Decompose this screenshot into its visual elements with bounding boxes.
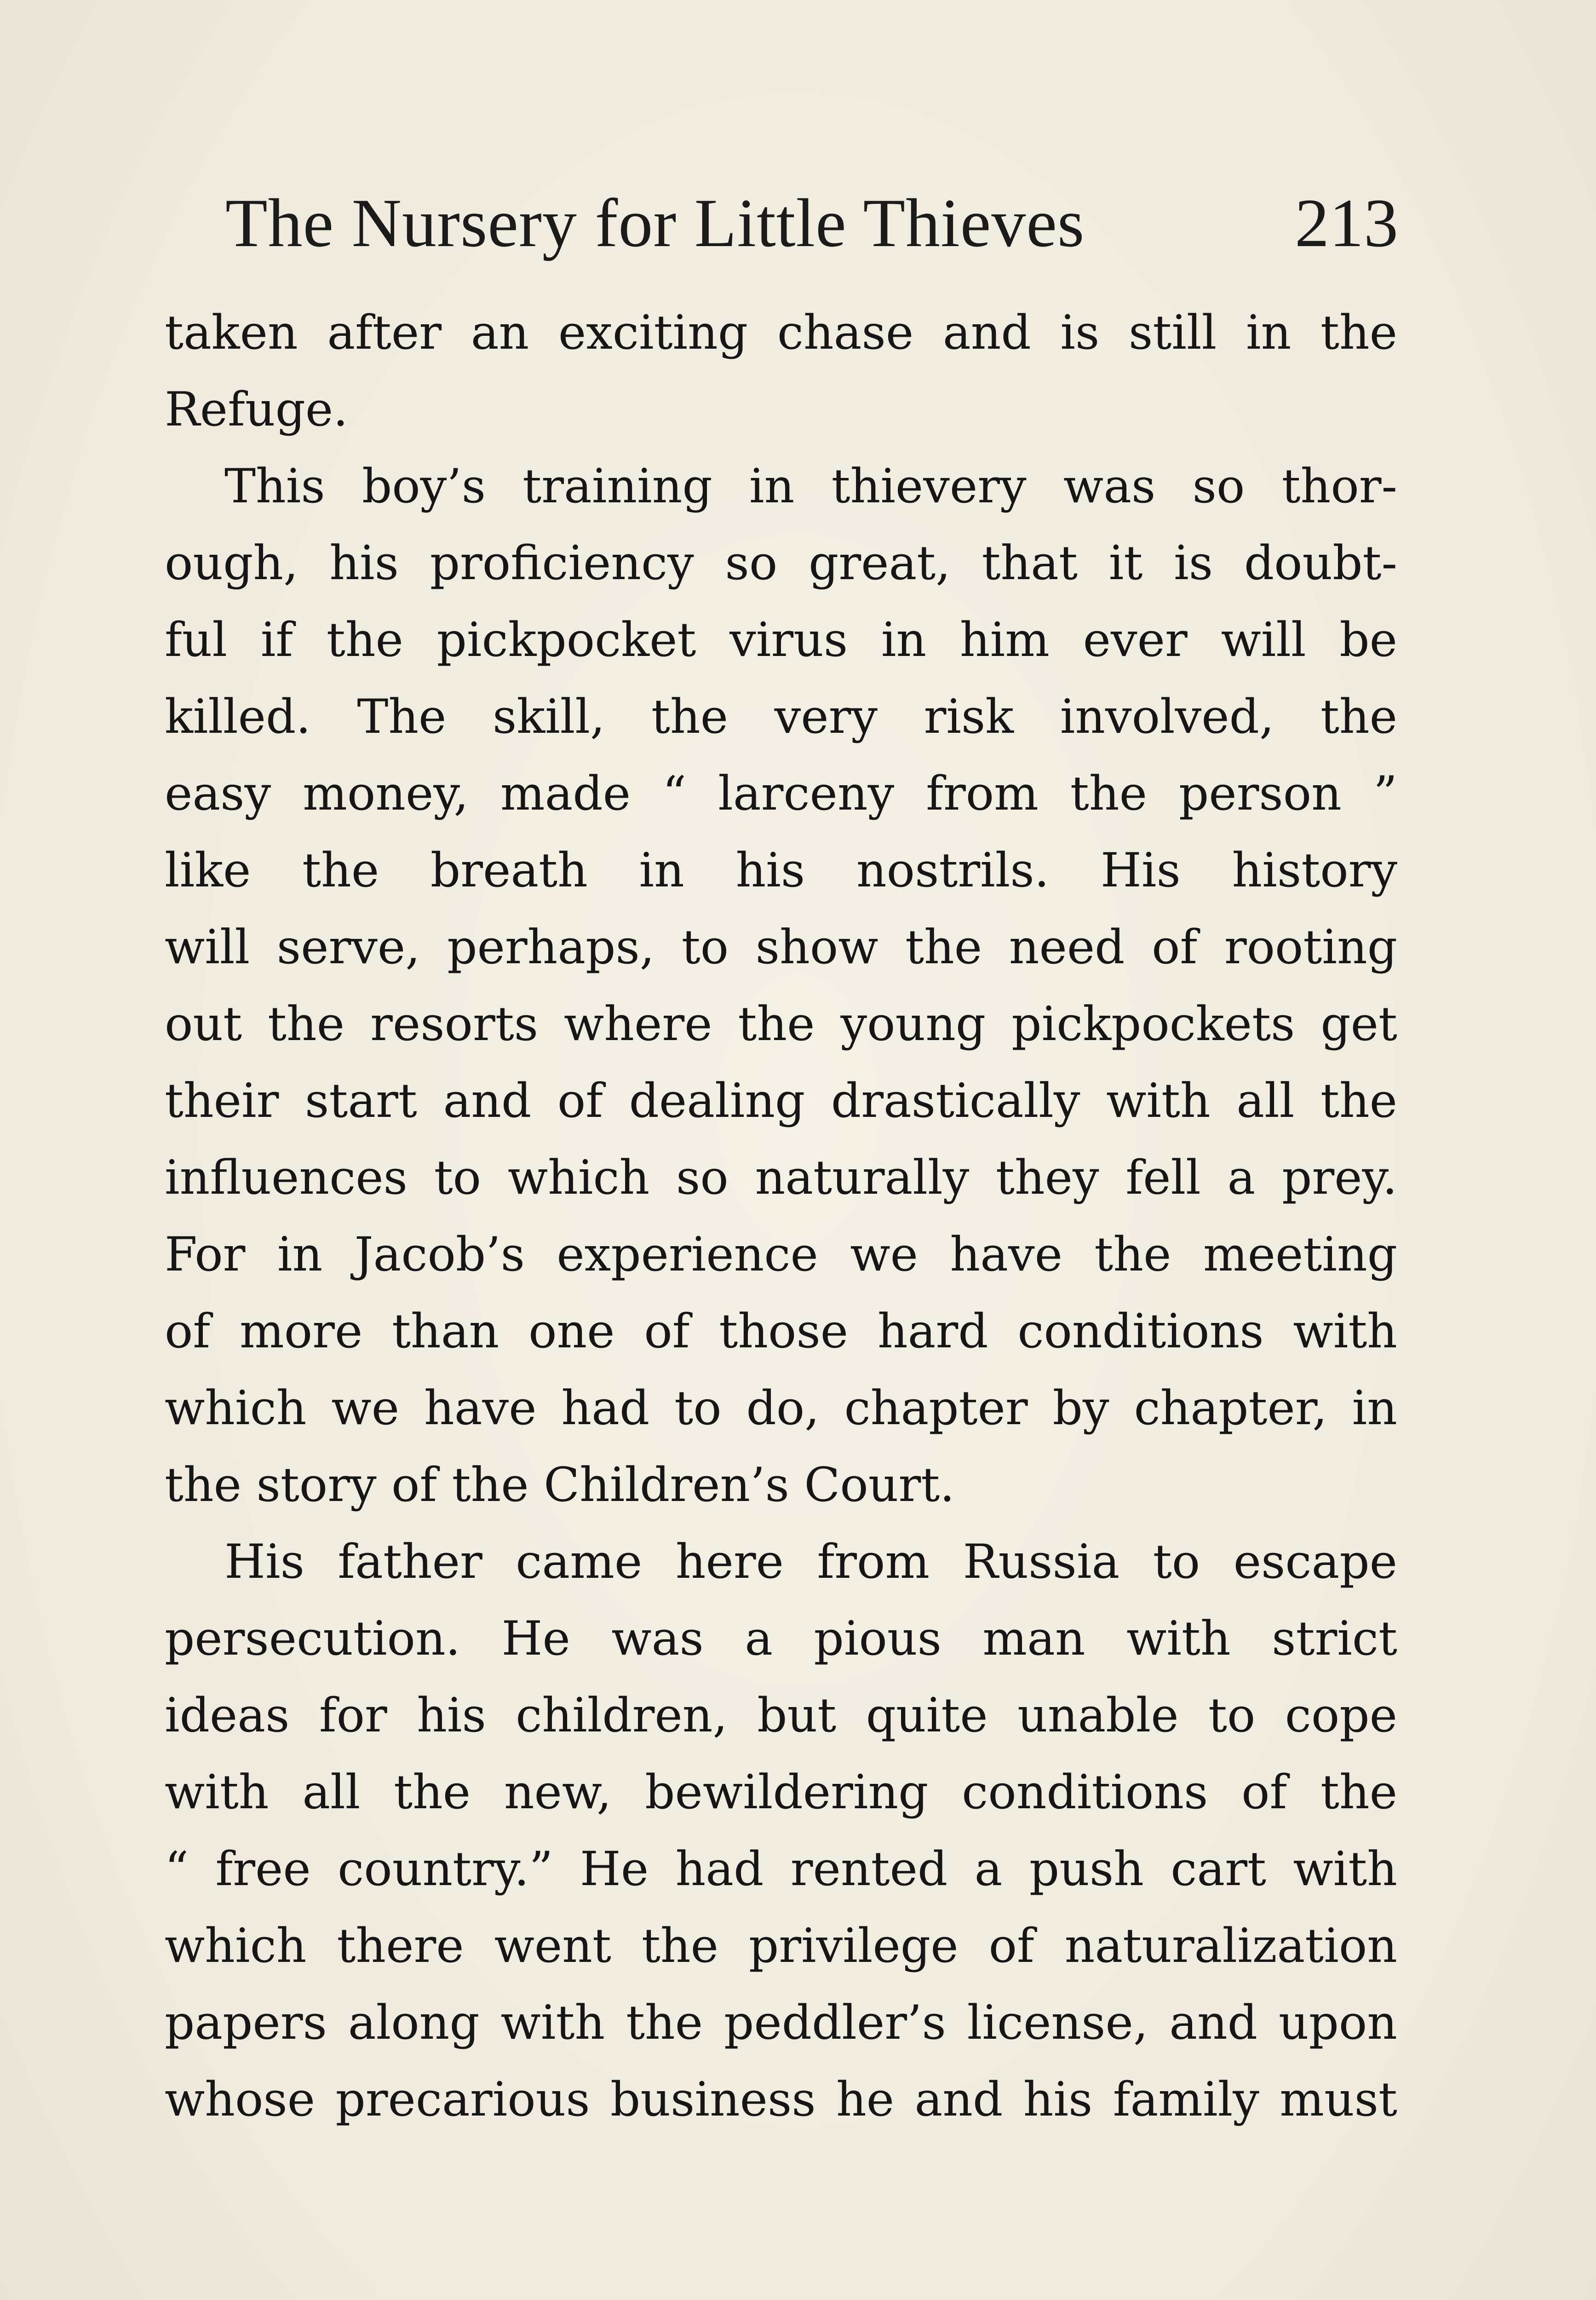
- text-line: “ free country.” He had rented a push cart with: [165, 1842, 1397, 1897]
- text-line: ideas for his children, but quite unable to cope: [165, 1688, 1397, 1743]
- text-line: easy money, made “ larceny from the person ”: [165, 766, 1397, 821]
- text-line: killed. The skill, the very risk involved, the: [165, 690, 1397, 744]
- text-line: which we have had to do, chapter by chapter, in: [165, 1381, 1397, 1436]
- text-line: persecution. He was a pious man with strict: [165, 1611, 1397, 1666]
- text-line: taken after an exciting chase and is still in the: [165, 305, 1397, 360]
- text-line: For in Jacob’s experience we have the meeting: [165, 1227, 1397, 1282]
- text-line: papers along with the peddler’s license, and upon: [165, 1995, 1397, 2050]
- text-line: ough, his proficiency so great, that it is doubt-: [165, 536, 1397, 591]
- text-line: which there went the privilege of naturalization: [165, 1919, 1397, 1973]
- text-line: with all the new, bewildering conditions of the: [165, 1765, 1397, 1820]
- text-line: This boy’s training in thievery was so thor-: [224, 459, 1397, 514]
- text-line: the story of the Children’s Court.: [165, 1458, 955, 1512]
- page-header: [225, 179, 1398, 267]
- text-line: of more than one of those hard conditions with: [165, 1304, 1397, 1359]
- body-text: [165, 294, 1397, 2138]
- text-line: out the resorts where the young pickpockets get: [165, 997, 1397, 1052]
- text-line: whose precarious business he and his family must: [165, 2072, 1397, 2127]
- text-line: ful if the pickpocket virus in him ever will be: [165, 613, 1397, 667]
- text-line: Refuge.: [165, 382, 348, 437]
- page-number: 213: [1295, 185, 1398, 261]
- text-line: His father came here from Russia to escape: [224, 1535, 1397, 1589]
- text-line: their start and of dealing drastically with all the: [165, 1074, 1397, 1128]
- text-line: will serve, perhaps, to show the need of rooting: [165, 920, 1397, 975]
- text-line: like the breath in his nostrils. His history: [165, 843, 1397, 898]
- text-line: influences to which so naturally they fell a prey.: [165, 1150, 1397, 1205]
- running-title: The Nursery for Little Thieves: [225, 185, 1085, 261]
